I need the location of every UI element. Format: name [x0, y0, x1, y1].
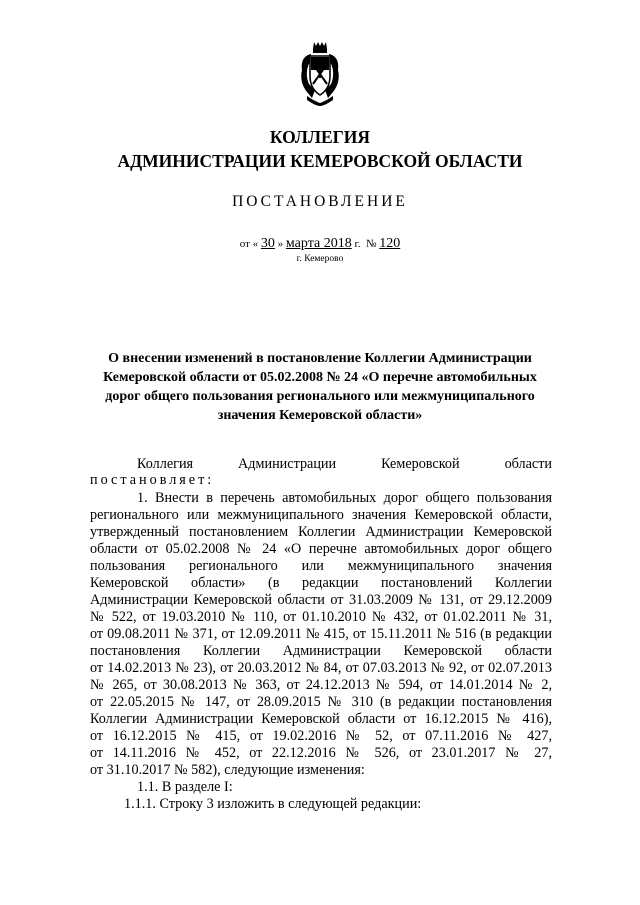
body-line: Администрации Кемеровской области от 31.03.2009 № 131, от 29.12.2009	[90, 592, 552, 608]
body-line: от 09.08.2011 № 371, от 12.09.2011 № 415, от 15.11.2011 № 516 (в редакции	[90, 626, 552, 642]
title-line: значения Кемеровской области»	[217, 408, 423, 423]
document-number: 120	[379, 236, 401, 251]
body-line: пользования регионального или межмуниципального значения	[90, 558, 552, 574]
body-line: от 16.12.2015 № 415, от 19.02.2016 № 52, от 07.11.2016 № 427,	[90, 728, 552, 744]
date-sep: »	[277, 238, 284, 250]
title-line: Кемеровской области от 05.02.2008 № 24 «О перечне автомобильных	[103, 370, 537, 385]
body-line: 1.1. В разделе I:	[137, 779, 233, 795]
body-line: № 265, от 30.08.2013 № 363, от 24.12.2013 № 594, от 14.01.2014 № 2,	[90, 677, 552, 693]
date-month-year: марта 2018	[285, 236, 352, 251]
date-day: 30	[260, 236, 275, 251]
body-line: 1.1.1. Строку 3 изложить в следующей редакции:	[124, 796, 422, 812]
org-name-line1: КОЛЛЕГИЯ	[269, 127, 371, 147]
body-line: постановления Коллегии Администрации Кемеровской области	[90, 643, 552, 659]
date-year-suffix: г.	[354, 238, 361, 250]
date-line	[0, 237, 640, 251]
body-line: 1. Внести в перечень автомобильных дорог общего пользования	[137, 490, 552, 506]
body-line: от 14.11.2016 № 452, от 22.12.2016 № 526, от 23.01.2017 № 27,	[90, 745, 552, 761]
number-label: №	[366, 238, 377, 250]
body-line: регионального или межмуниципального значения Кемеровской области,	[90, 507, 552, 523]
body-line: Коллегия Администрации Кемеровской области	[137, 456, 552, 472]
title-line: дорог общего пользования регионального или межмуниципального	[105, 389, 535, 404]
city: г. Кемерово	[296, 254, 344, 264]
title-line: О внесении изменений в постановление Коллегии Администрации	[108, 351, 532, 366]
coat-of-arms-emblem	[299, 40, 341, 108]
body-line: от 22.05.2015 № 147, от 28.09.2015 № 310 (в редакции постановления	[90, 694, 552, 710]
body-line: утвержденный постановлением Коллегии Администрации Кемеровской	[90, 524, 552, 540]
body-line: от 31.10.2017 № 582), следующие изменения:	[90, 762, 365, 778]
body-line: от 14.02.2013 № 23), от 20.03.2012 № 84, от 07.03.2013 № 92, от 02.07.2013	[90, 660, 552, 676]
document-type: ПОСТАНОВЛЕНИЕ	[232, 193, 408, 210]
body-line: Кемеровской области» (в редакции постановлений Коллегии	[90, 575, 552, 591]
org-name-line2: АДМИНИСТРАЦИИ КЕМЕРОВСКОЙ ОБЛАСТИ	[117, 151, 523, 171]
date-from-label: от «	[239, 238, 259, 250]
body-line: Коллегии Администрации Кемеровской области от 16.12.2015 № 416),	[90, 711, 552, 727]
body-line: постановляет:	[90, 472, 215, 488]
body-line: № 522, от 19.03.2010 № 110, от 01.10.2010 № 432, от 01.02.2011 № 31,	[90, 609, 552, 625]
body-line: области от 05.02.2008 № 24 «О перечне автомобильных дорог общего	[90, 541, 552, 557]
